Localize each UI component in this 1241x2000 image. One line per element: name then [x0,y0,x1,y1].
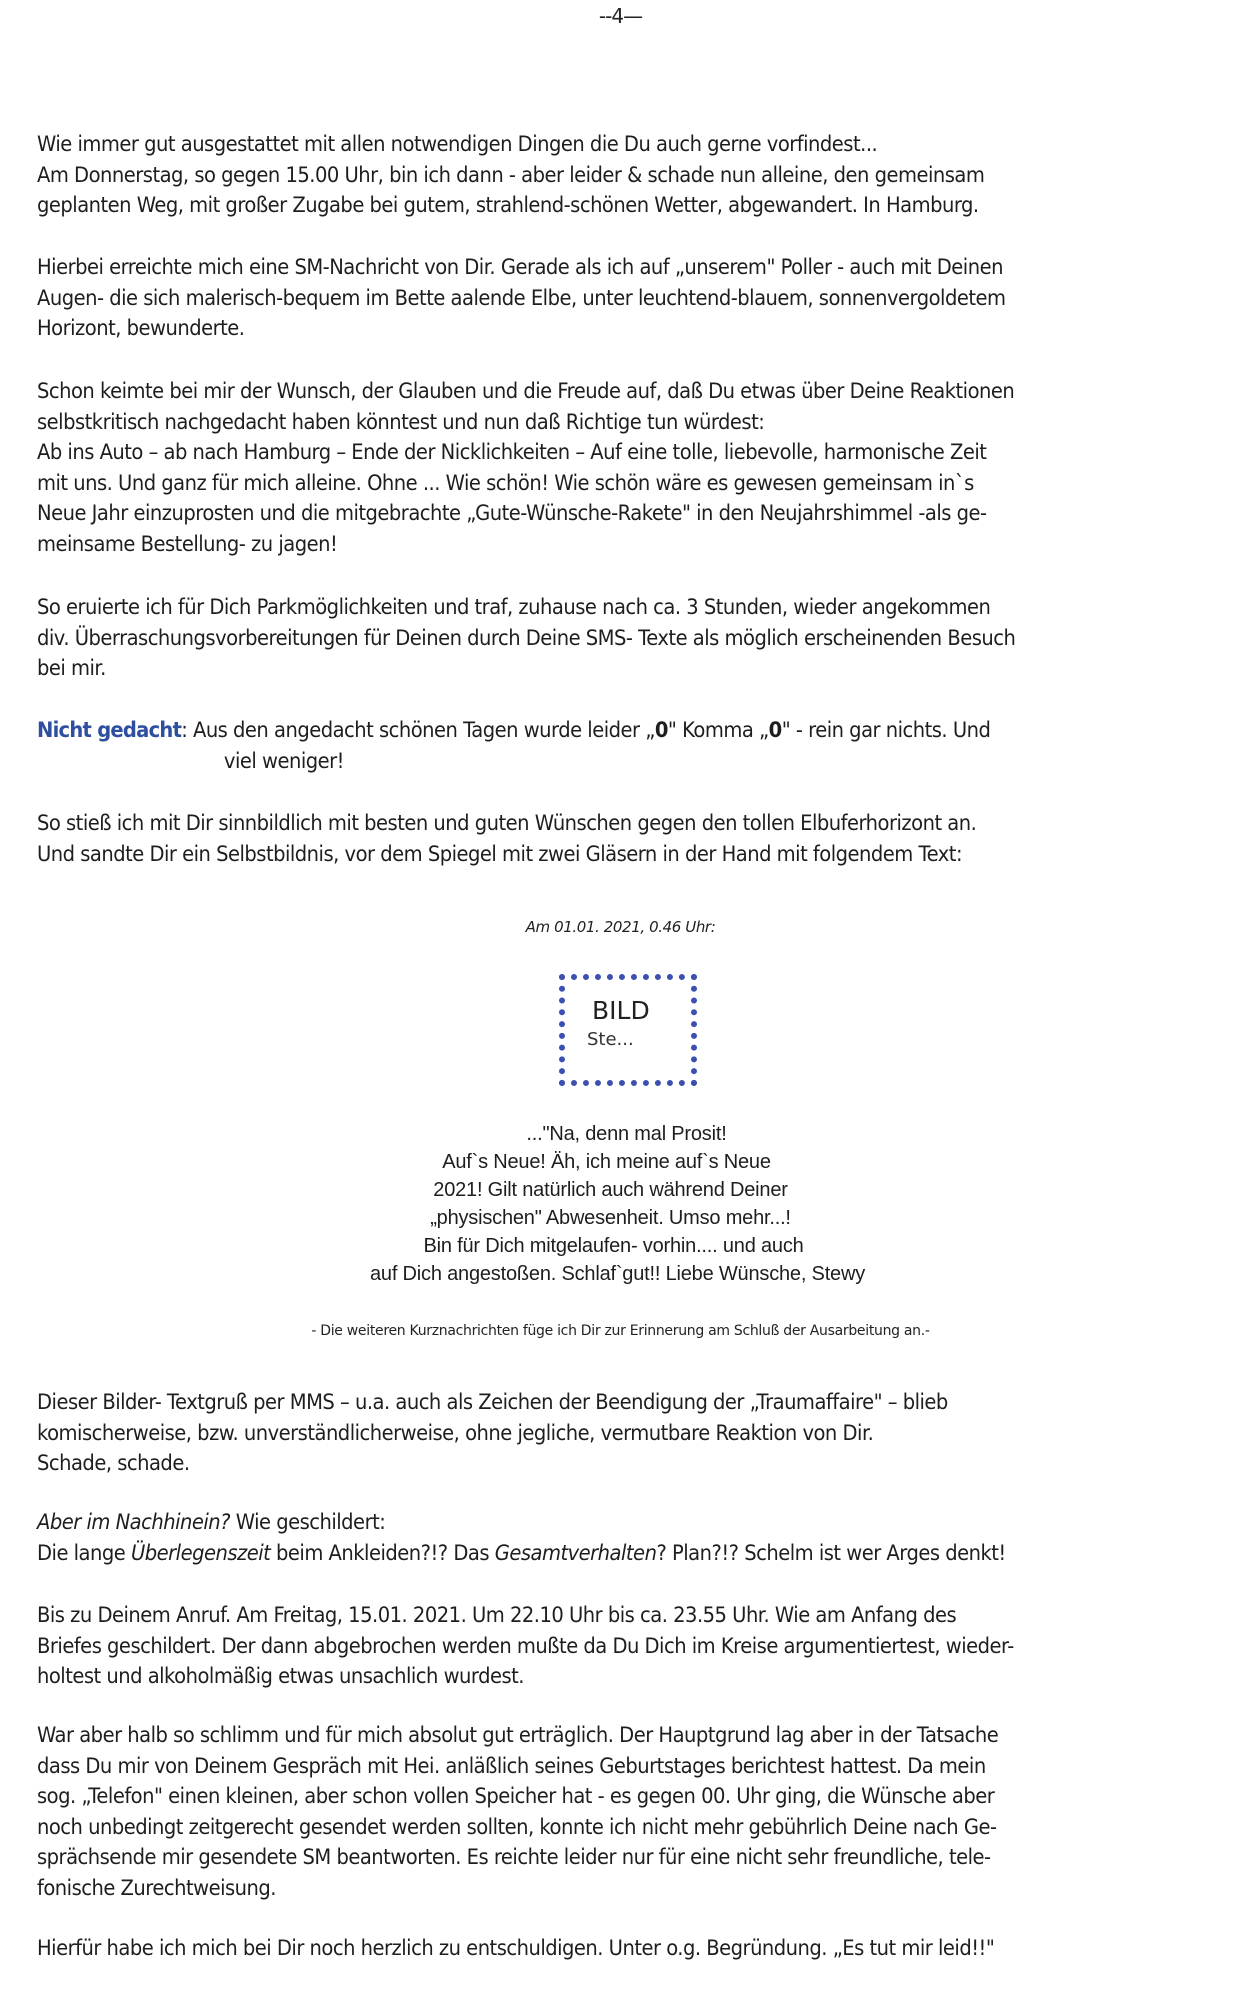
text-segment: " - rein gar nichts. Und [781,718,991,742]
paragraph-11 [37,1933,1144,1964]
image-placeholder-subtitle: Ste... [587,1029,634,1050]
paragraph-10 [37,1720,1144,1903]
text-line: Ab ins Auto – ab nach Hamburg – Ende der Nicklichkeiten – Auf eine tolle, liebevolle, harmonische Zeit [37,440,987,464]
paragraph-5 [37,715,1144,776]
text-line: Augen- die sich malerisch-bequem im Bette aalende Elbe, unter leuchtend-blauem, sonnenvergoldetem [37,285,1006,310]
text-line: bei mir. [37,656,106,680]
text-line: div. Überraschungsvorbereitungen für Deinen durch Deine SMS- Texte als möglich erscheinenden Besuch [37,625,1016,650]
italic-term: Überlegenszeit [130,1540,271,1565]
footnote: - Die weiteren Kurznachrichten füge ich Dir zur Erinnerung am Schluß der Ausarbeitung an.- [311,1323,930,1339]
highlight-heading: Nicht gedacht [37,718,182,742]
image-placeholder [559,974,697,1086]
italic-term: Gesamtverhalten [494,1540,657,1565]
text-segment: ? Plan?!? Schelm ist wer Arges denkt! [656,1540,1006,1565]
paragraph-1 [37,129,1144,221]
message-timestamp: Am 01.01. 2021, 0.46 Uhr: [525,918,716,936]
paragraph-3 [37,376,1144,559]
text-line: Hierfür habe ich mich bei Dir noch herzlich zu entschuldigen. Unter o.g. Begründung. „Es tut mir leid!!" [37,1936,995,1960]
text-line: Horizont, bewunderte. [37,316,245,340]
text-line: Hierbei erreichte mich eine SM-Nachricht von Dir. Gerade als ich auf „unserem" Poller - auch mit Deinen [37,255,1003,279]
text-line: holtest und alkoholmäßig etwas unsachlich wurdest. [37,1664,524,1688]
text-segment: " Komma „ [667,718,769,742]
text-line [37,1538,1144,1569]
zero-value: 0 [654,718,668,742]
paragraph-8 [37,1507,1144,1568]
text-line: komischerweise, bzw. unverständlicherweise, ohne jegliche, vermutbare Reaktion von Dir. [37,1420,874,1445]
text-line: Neue Jahr einzuprosten und die mitgebrachte „Gute-Wünsche-Rakete" in den Neujahrshimmel -als ge- [37,501,987,525]
zero-value: 0 [768,718,782,742]
paragraph-2 [37,252,1144,344]
text-line [37,1507,1144,1538]
text-line: So eruierte ich für Dich Parkmöglichkeiten und traf, zuhause nach ca. 3 Stunden, wieder angekommen [37,595,991,619]
italic-question: Aber im Nachhinein? [37,1510,231,1534]
text-line: Dieser Bilder- Textgruß per MMS – u.a. auch als Zeichen der Beendigung der „Traumaffaire" – blieb [37,1390,948,1414]
message-line: Auf`s Neue! Äh, ich meine auf`s Neue [442,1151,771,1173]
text-line: sprächsende mir gesendete SM beantworten. Es reichte leider nur für eine nicht sehr freundliche, tele- [37,1845,991,1869]
page-number: --4— [598,4,643,28]
text-line: geplanten Weg, mit großer Zugabe bei gutem, strahlend-schönen Wetter, abgewandert. In Hamburg. [37,193,979,217]
text-line: Bis zu Deinem Anruf. Am Freitag, 15.01. 2021. Um 22.10 Uhr bis ca. 23.55 Uhr. Wie am Anfang des [37,1603,957,1627]
paragraph-7 [37,1387,1144,1479]
text-segment: beim Ankleiden?!? Das [270,1540,495,1565]
text-line: mit uns. Und ganz für mich alleine. Ohne ... Wie schön! Wie schön wäre es gewesen gemeinsam in`s [37,470,974,495]
text-segment: Wie geschildert: [230,1510,386,1534]
colon: : [181,718,188,742]
paragraph-6 [37,808,1144,869]
text-line: fonische Zurechtweisung. [37,1875,276,1900]
paragraph-4 [37,592,1144,684]
text-line: War aber halb so schlimm und für mich absolut gut erträglich. Der Hauptgrund lag aber in der Tatsache [37,1723,999,1747]
message-line: auf Dich angestoßen. Schlaf`gut!! Liebe Wünsche, Stewy [369,1263,866,1285]
message-line: 2021! Gilt natürlich auch während Deiner [433,1179,788,1201]
text-line: Und sandte Dir ein Selbstbildnis, vor dem Spiegel mit zwei Gläsern in der Hand mit folgendem Text: [37,841,963,866]
text-line: Schon keimte bei mir der Wunsch, der Glauben und die Freude auf, daß Du etwas über Deine Reaktionen [37,379,1015,403]
text-line: sog. „Telefon" einen kleinen, aber schon vollen Speicher hat - es gegen 00. Uhr ging, die Wünsche aber [37,1784,995,1808]
message-line: ..."Na, denn mal Prosit! [526,1123,727,1145]
message-text [0,1120,1241,1288]
message-line: „physischen" Abwesenheit. Umso mehr...! [430,1207,791,1229]
paragraph-9 [37,1600,1144,1692]
text-line: Briefes geschildert. Der dann abgebrochen werden mußte da Du Dich im Kreise argumentiertest, wieder- [37,1633,1014,1658]
message-line: Bin für Dich mitgelaufen- vorhin.... und auch [423,1235,804,1257]
text-line [37,715,1144,746]
text-line: meinsame Bestellung- zu jagen! [37,531,338,556]
text-line: Wie immer gut ausgestattet mit allen notwendigen Dingen die Du auch gerne vorfindest... [37,132,878,156]
text-segment: Die lange [37,1540,131,1565]
text-line: Schade, schade. [37,1451,190,1475]
text-line: viel weniger! [223,748,344,773]
text-line: noch unbedingt zeitgerecht gesendet werden sollten, konnte ich nicht mehr gebührlich Deine nach Ge- [37,1814,997,1839]
text-line: Am Donnerstag, so gegen 15.00 Uhr, bin ich dann - aber leider & schade nun alleine, den gemeinsam [37,162,985,187]
text-line: dass Du mir von Deinem Gespräch mit Hei. anläßlich seines Geburtstages berichtest hattest. Da mein [37,1753,986,1778]
text-segment: Aus den angedacht schönen Tagen wurde leider „ [187,718,655,742]
text-line: So stieß ich mit Dir sinnbildlich mit besten und guten Wünschen gegen den tollen Elbuferhorizont an. [37,811,977,835]
text-line: selbstkritisch nachgedacht haben könntest und nun daß Richtige tun würdest: [37,409,765,434]
image-placeholder-title: BILD [592,996,650,1025]
